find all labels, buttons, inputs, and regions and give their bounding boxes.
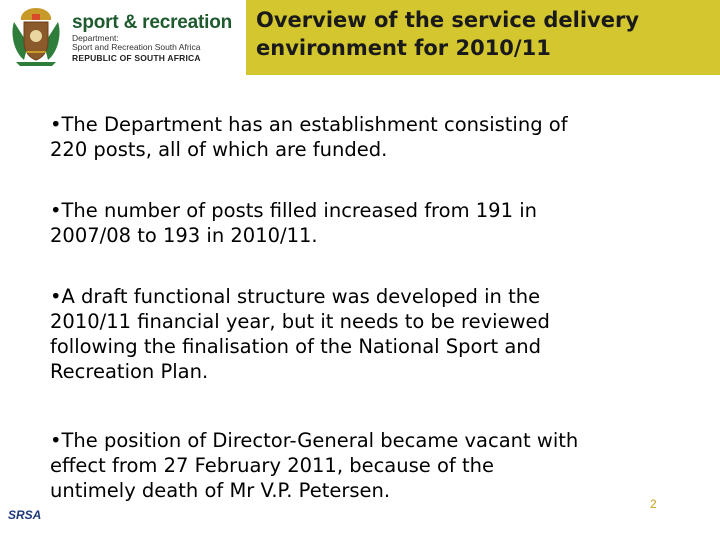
bullet-item <box>50 112 710 162</box>
bullet-line: Recreation Plan. <box>50 360 209 383</box>
title-band <box>246 0 720 75</box>
department-name: Sport and Recreation South Africa <box>72 42 201 52</box>
bullet-line: •The number of posts filled increased from 191 in <box>50 199 537 222</box>
bullet-item <box>50 198 710 248</box>
bullet-line: untimely death of Mr V.P. Petersen. <box>50 479 391 502</box>
slide-header <box>0 0 720 75</box>
bullet-item <box>50 428 710 503</box>
bullet-line: 220 posts, all of which are funded. <box>50 138 388 161</box>
brand-name: sport & recreation <box>72 12 233 33</box>
bullet-line: 2007/08 to 193 in 2010/11. <box>50 224 318 247</box>
bullet-line: 2010/11 financial year, but it needs to be reviewed <box>50 310 550 333</box>
country-name: REPUBLIC OF SOUTH AFRICA <box>72 53 201 63</box>
slide-title <box>256 6 639 62</box>
department-label: Department: <box>72 33 119 43</box>
slide-title-line: Overview of the service delivery <box>256 8 640 32</box>
footer-label: SRSA <box>8 508 42 522</box>
slide-title-line: environment for 2010/11 <box>256 36 551 60</box>
bullet-line: •A draft functional structure was developed in the <box>50 285 541 308</box>
page-number: 2 <box>650 497 657 511</box>
bullet-item <box>50 284 710 384</box>
bullet-line: effect from 27 February 2011, because of the <box>50 454 494 477</box>
bullet-line: following the finalisation of the National Sport and <box>50 335 542 358</box>
bullet-line: •The position of Director-General became vacant with <box>50 429 579 452</box>
department-logo <box>0 0 246 75</box>
coat-of-arms-icon <box>6 4 66 68</box>
bullet-line: •The Department has an establishment consisting of <box>50 113 568 136</box>
